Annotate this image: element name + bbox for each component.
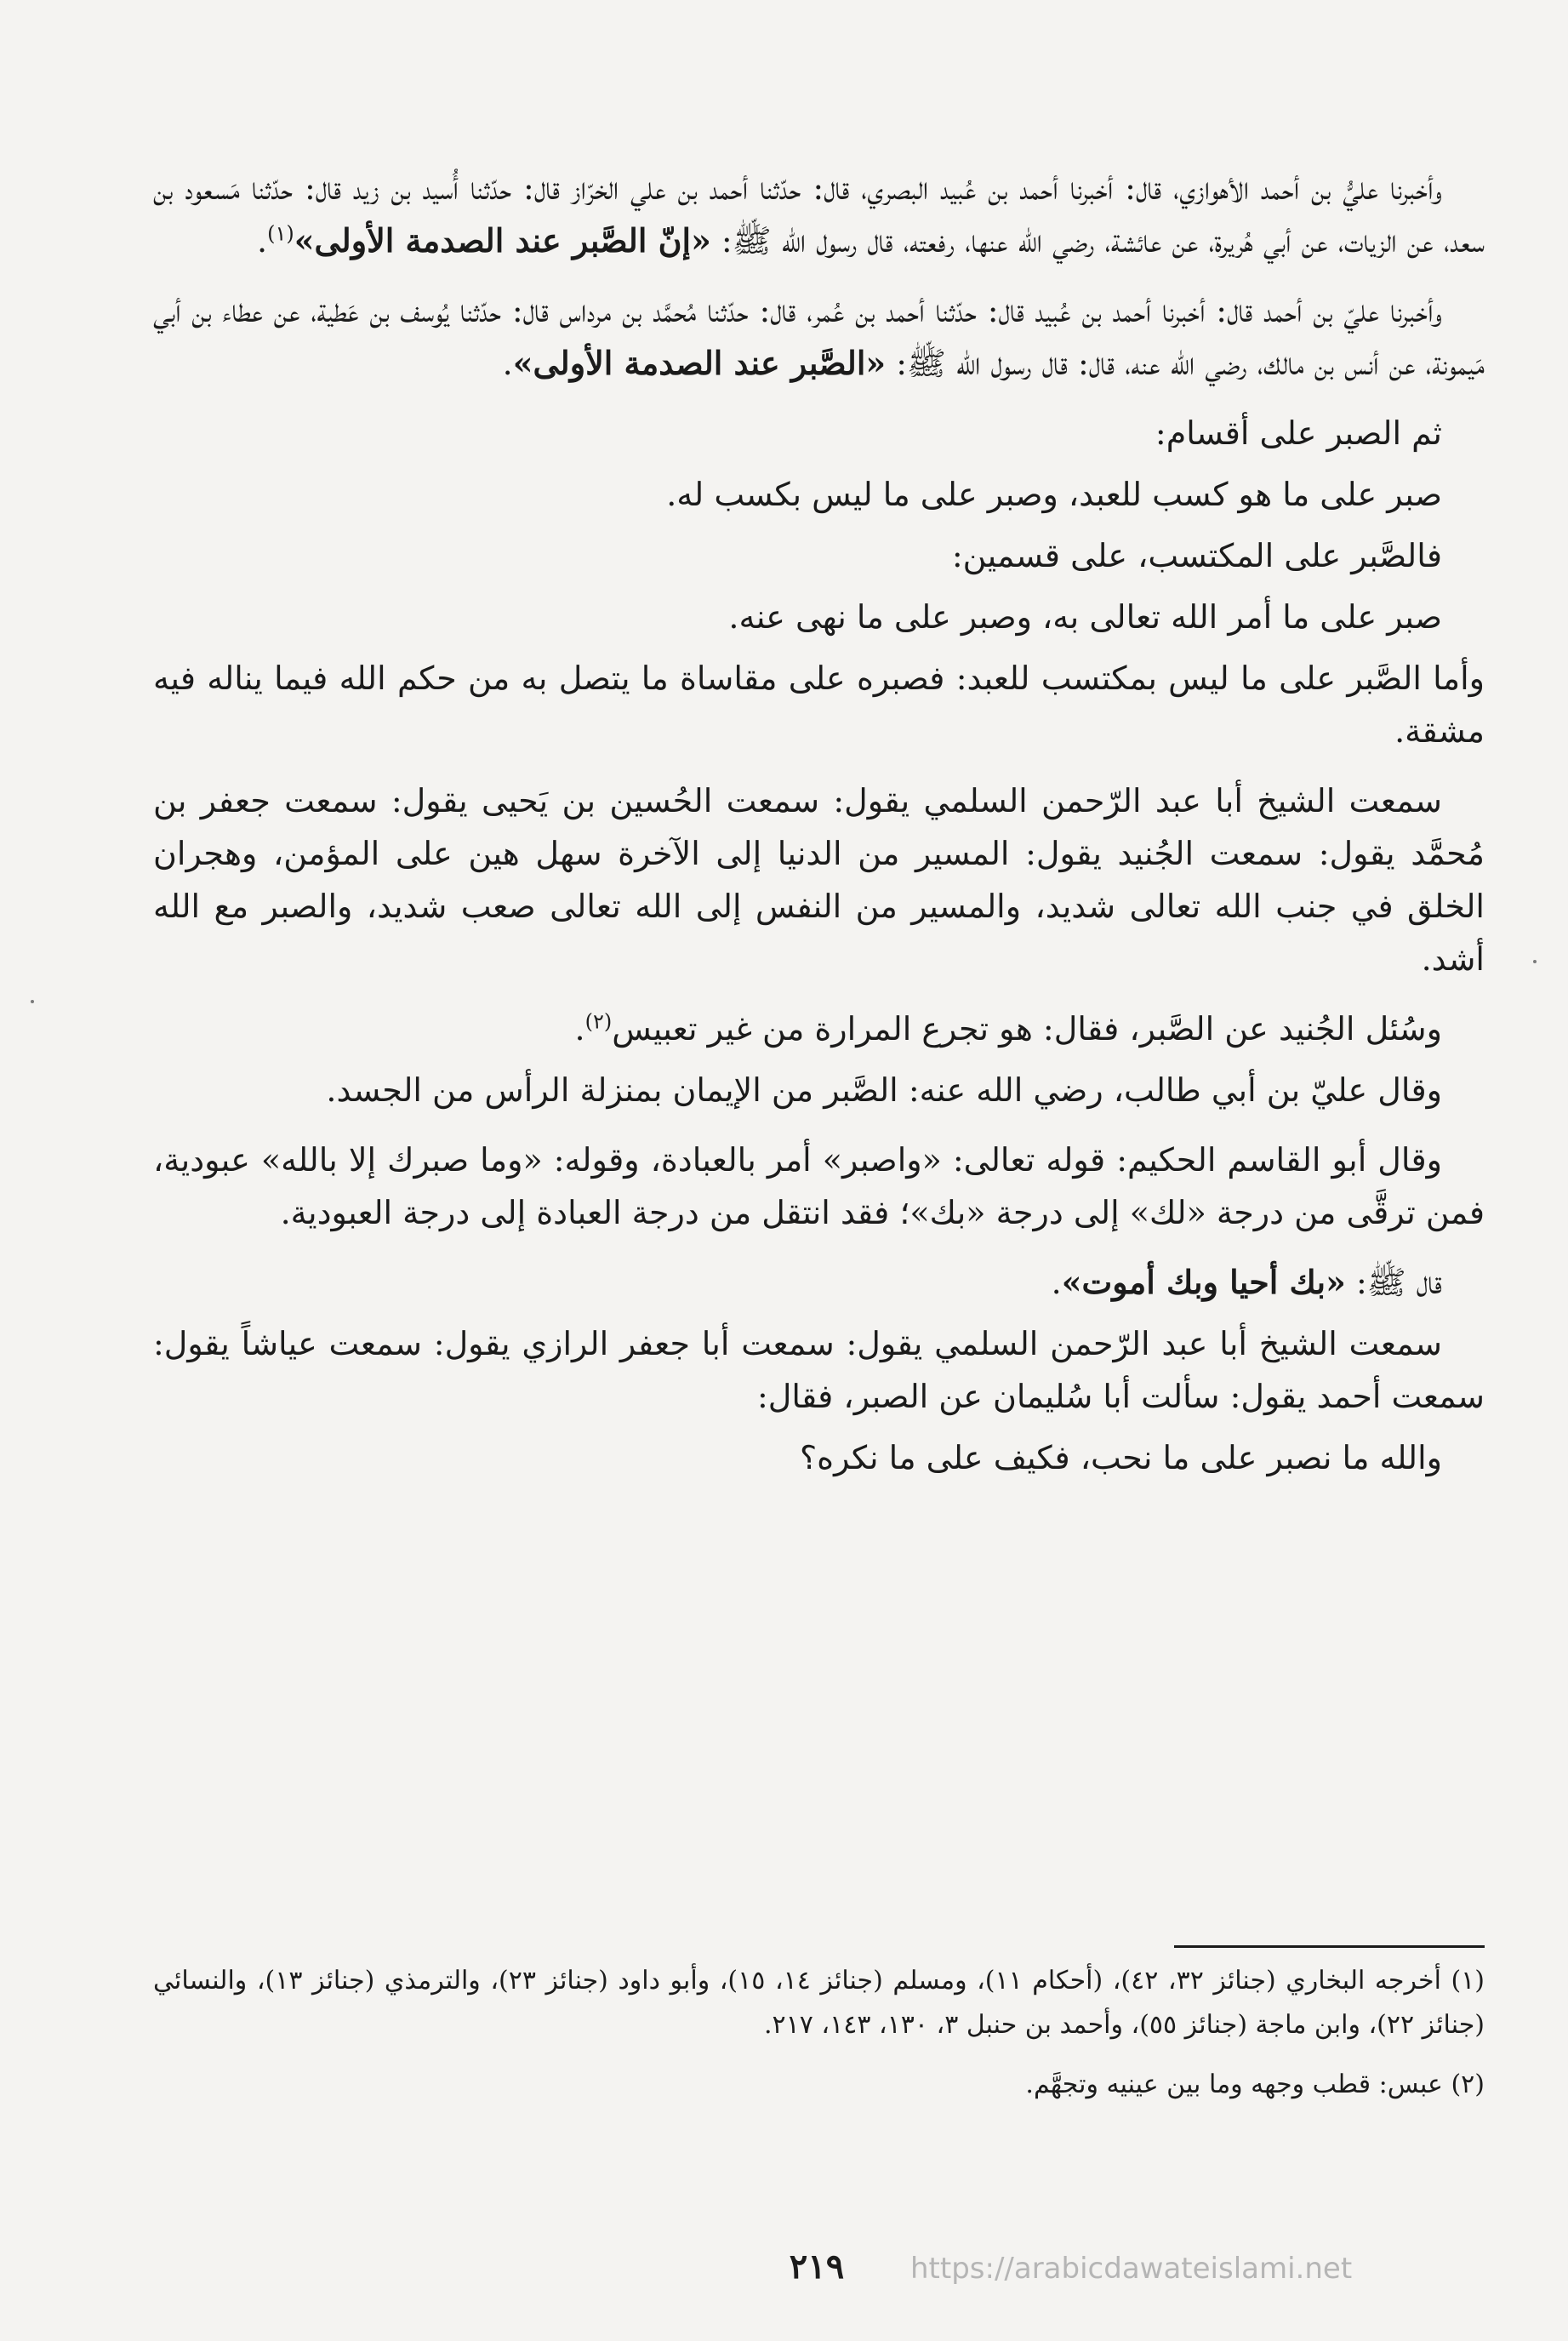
hadith-quote: «بك أحيا وبك أموت» (1061, 1263, 1346, 1301)
page-number: ٢١٩ (789, 2247, 845, 2287)
watermark-url: https://arabicdawateislami.net (910, 2252, 1353, 2286)
footnote-ref-1: (١) (267, 221, 294, 246)
paragraph-11: وقال أبو القاسم الحكيم: قوله تعالى: «واصبر» أمر بالعبادة، وقوله: «وما صبرك إلا بالله» عبودية، فمن ترقَّى من درجة «لك» إلى درجة «بك»؛ فقد انتقل من درجة العبادة إلى درجة العبودية. (153, 1141, 1485, 1231)
paragraph-4: صبر على ما هو كسب للعبد، وصبر على ما ليس بكسب له. (666, 476, 1442, 513)
paragraph-2: وأخبرنا عليّ بن أحمد قال: أخبرنا أحمد بن عُبيد قال: حدّثنا أحمد بن عُمر، قال: حدّثنا مُحمَّد بن مرداس قال: حدّثنا يُوسف بن عَطية، عن عطاء بن أبي مَيمونة، عن أنس بن مالك، رضي الله عنه، قال: قال رسول الله ﷺ: «الصَّبر عند الصدمة الأولى». (153, 292, 1485, 382)
paragraph-5: فالصَّبر على المكتسب، على قسمين: (951, 537, 1442, 574)
hadith-quote: «الصَّبر عند الصدمة الأولى» (512, 344, 887, 382)
paragraph-6: صبر على ما أمر الله تعالى به، وصبر على ما نهى عنه. (728, 598, 1442, 636)
footnote-1: (١) أخرجه البخاري (جنائز ٣٢، ٤٢)، (أحكام ١١)، ومسلم (جنائز ١٤، ١٥)، وأبو داود (جنائز ٢٣)، والترمذي (جنائز ١٣)، والنسائي (جنائز ٢٢)، وابن ماجة (جنائز ٥٥)، وأحمد بن حنبل ٣، ١٣٠، ١٤٣، ٢١٧. (153, 1966, 1485, 2040)
footnote-2: (٢) عبس: قطب وجهه وما بين عينيه وتجهَّم. (1025, 2070, 1485, 2099)
paragraph-8: سمعت الشيخ أبا عبد الرّحمن السلمي يقول: سمعت الحُسين بن يَحيى يقول: سمعت جعفر بن مُحمَّد يقول: سمعت الجُنيد يقول: المسير من الدنيا إلى الآخرة سهل هين على المؤمن، وهجران الخلق في جنب الله تعالى شديد، والمسير من النفس إلى الله تعالى صعب شديد، والصبر مع الله أشد. (153, 782, 1485, 978)
paragraph-12: قال ﷺ: «بك أحيا وبك أموت». (1051, 1263, 1442, 1301)
hadith-quote: «إنّ الصَّبر عند الصدمة الأولى» (294, 221, 711, 260)
footnote-ref-2: (٢) (584, 1009, 613, 1034)
scan-speck (1533, 960, 1537, 963)
main-text (153, 162, 1485, 1501)
paragraph-10: وقال عليّ بن أبي طالب، رضي الله عنه: الصَّبر من الإيمان بمنزلة الرأس من الجسد. (326, 1071, 1442, 1109)
footnote-separator (1174, 1945, 1485, 1948)
paragraph-14: والله ما نصبر على ما نحب، فكيف على ما نكره؟ (799, 1439, 1442, 1476)
paragraph-7: وأما الصَّبر على ما ليس بمكتسب للعبد: فصبره على مقاساة ما يتصل به من حكم الله فيما يناله فيه مشقة. (153, 659, 1485, 750)
paragraph-1: وأخبرنا عليُّ بن أحمد الأهوازي، قال: أخبرنا أحمد بن عُبيد البصري، قال: حدّثنا أحمد بن علي الخرّاز قال: حدّثنا أُسيد بن زيد قال: حدّثنا مَسعود بن سعد، عن الزيات، عن أبي هُريرة، عن عائشة، رضي الله عنها، رفعته، قال رسول الله ﷺ: «إنّ الصَّبر عند الصدمة الأولى»$^{(١)}$. (153, 169, 1485, 260)
paragraph-13: سمعت الشيخ أبا عبد الرّحمن السلمي يقول: سمعت أبا جعفر الرازي يقول: سمعت عياشاً يقول: سمعت أحمد يقول: سألت أبا سُليمان عن الصبر، فقال: (153, 1325, 1485, 1415)
footnotes (153, 1959, 1485, 2122)
paragraph-3: ثم الصبر على أقسام: (1155, 414, 1442, 452)
scan-speck (31, 1000, 34, 1003)
paragraph-9: وسُئل الجُنيد عن الصَّبر، فقال: هو تجرع المرارة من غير تعبيس$^{(٢)}$. (574, 1009, 1442, 1048)
